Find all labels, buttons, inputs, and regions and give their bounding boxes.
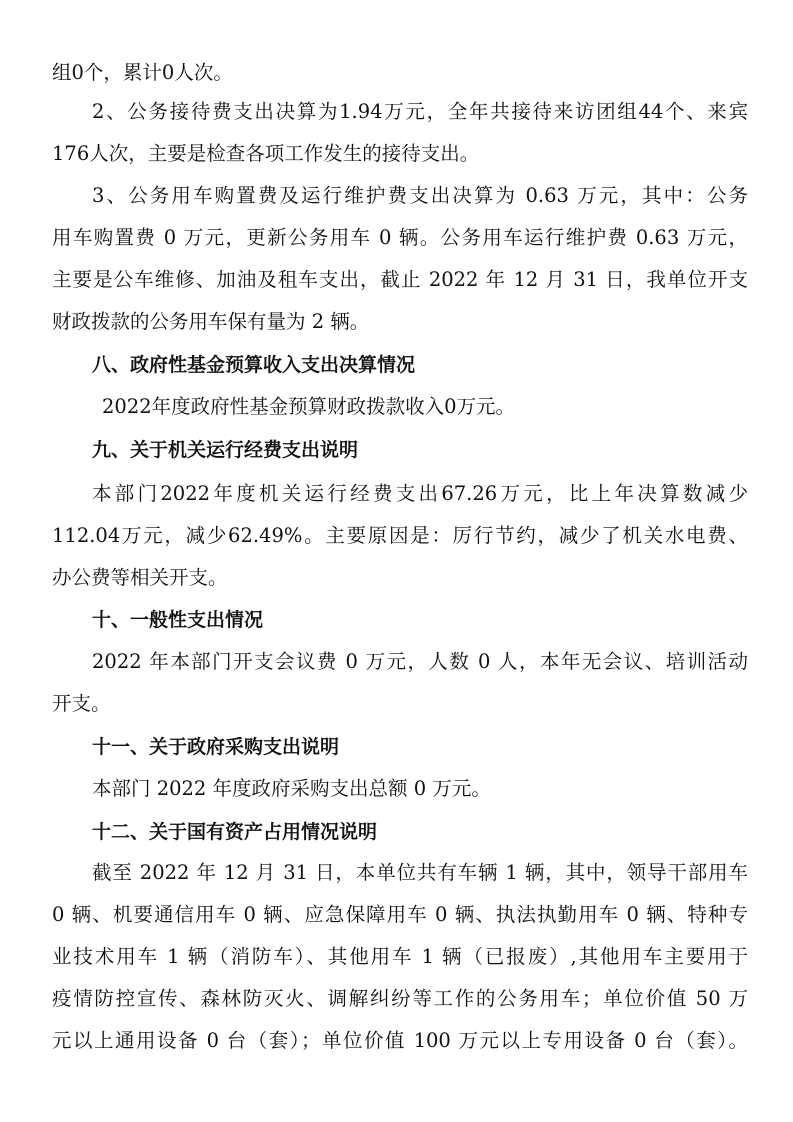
paragraph-line: 2022 年本部门开支会议费 0 万元，人数 0 人，本年无会议、培训活动 (92, 650, 748, 673)
paragraph-line: 组0个，累计0人次。 (52, 61, 233, 84)
paragraph-line: 2、公务接待费支出决算为1.94万元，全年共接待来访团组44个、来宾 (92, 100, 748, 123)
paragraph-line: 用车购置费 0 万元，更新公务用车 0 辆。公务用车运行维护费 0.63 万元， (52, 226, 748, 249)
paragraph-line: 0 辆、机要通信用车 0 辆、应急保障用车 0 辆、执法执勤用车 0 辆、特种专 (52, 903, 748, 926)
section-heading: 十二、关于国有资产占用情况说明 (92, 821, 378, 843)
section-heading: 十一、关于政府采购支出说明 (92, 736, 340, 758)
section-heading: 十、一般性支出情况 (92, 609, 264, 631)
paragraph-line: 本部门 2022 年度政府采购支出总额 0 万元。 (92, 777, 491, 800)
paragraph-line: 开支。 (52, 692, 111, 715)
section-heading: 九、关于机关运行经费支出说明 (92, 439, 359, 461)
paragraph-line: 112.04万元，减少62.49%。主要原因是：厉行节约，减少了机关水电费、 (52, 524, 748, 547)
paragraph-line: 2022年度政府性基金预算财政拨款收入0万元。 (102, 395, 516, 418)
paragraph-line: 疫情防控宣传、森林防灭火、调解纠纷等工作的公务用车；单位价值 50 万 (52, 987, 748, 1010)
paragraph-line: 3、公务用车购置费及运行维护费支出决算为 0.63 万元，其中：公务 (92, 184, 748, 207)
paragraph-line: 截至 2022 年 12 月 31 日，本单位共有车辆 1 辆，其中，领导干部用车 (92, 861, 748, 884)
paragraph-line: 财政拨款的公务用车保有量为 2 辆。 (52, 310, 370, 333)
paragraph-line: 元以上通用设备 0 台（套）；单位价值 100 万元以上专用设备 0 台（套）。 (52, 1029, 748, 1052)
paragraph-line: 业技术用车 1 辆（消防车）、其他用车 1 辆（已报废）,其他用车主要用于 (52, 945, 748, 968)
paragraph-line: 本部门2022年度机关运行经费支出67.26万元，比上年决算数减少 (92, 482, 748, 505)
paragraph-line: 176人次，主要是检查各项工作发生的接待支出。 (52, 142, 480, 165)
paragraph-line: 主要是公车维修、加油及租车支出，截止 2022 年 12 月 31 日，我单位开支 (52, 268, 748, 291)
section-heading: 八、政府性基金预算收入支出决算情况 (92, 354, 416, 376)
paragraph-line: 办公费等相关开支。 (52, 566, 228, 589)
